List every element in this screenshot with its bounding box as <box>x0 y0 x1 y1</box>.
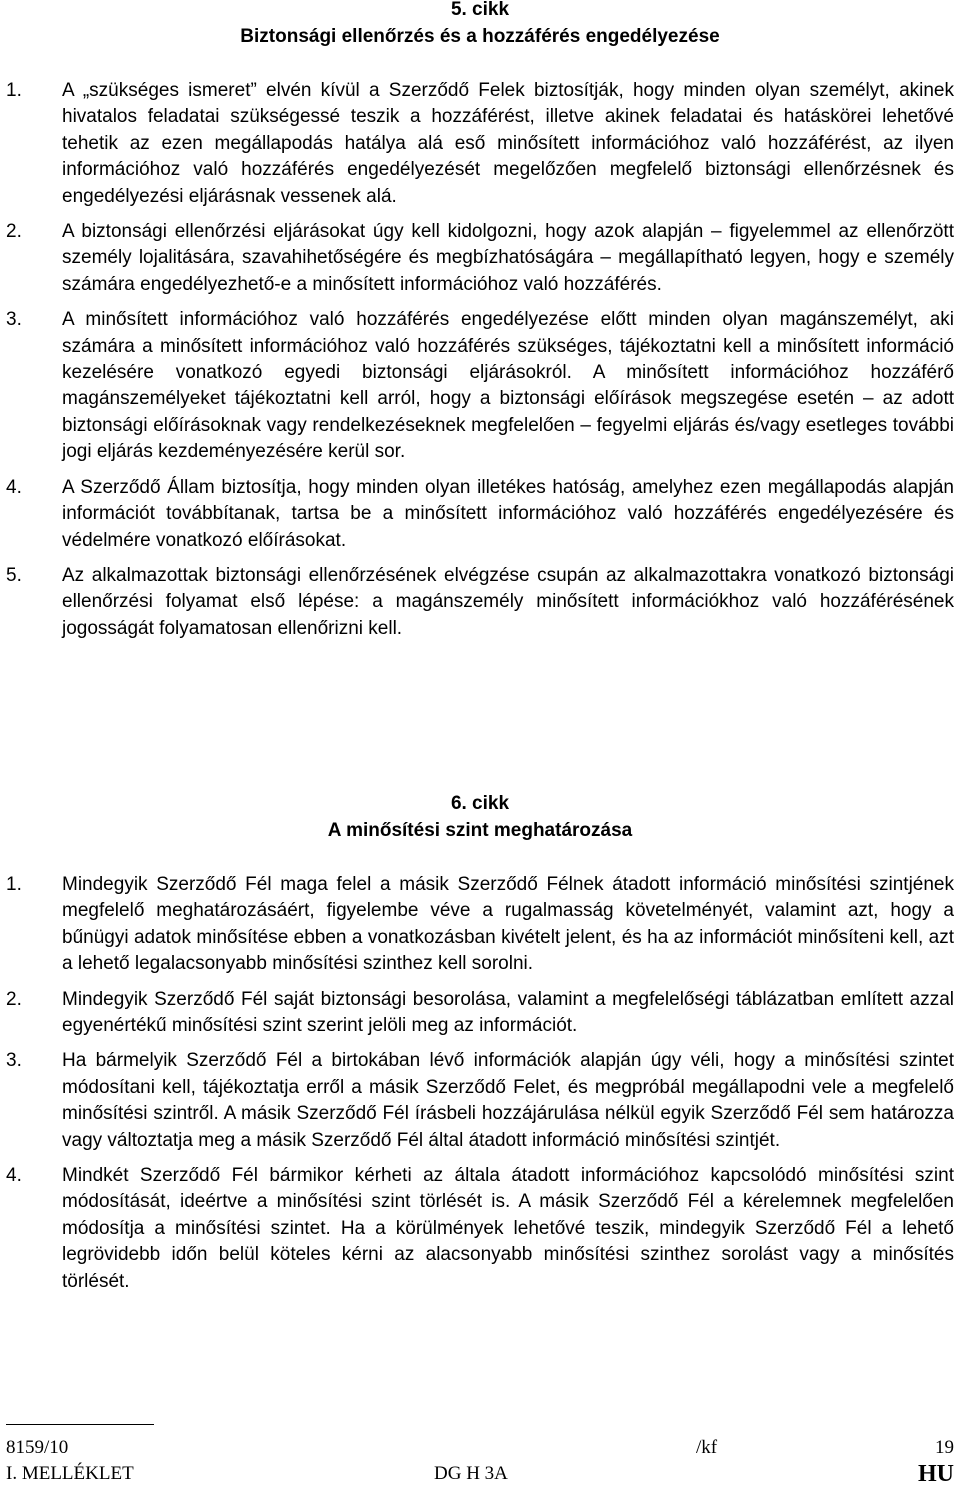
paragraph-text: Mindegyik Szerződő Fél saját biztonsági besorolása, valamint a megfelelőségi táblázatban említett azzal egyenértékű minősítési szint szerint jelöli meg az információt. <box>62 988 954 1037</box>
paragraph-number: 4. <box>6 476 22 498</box>
article-5-paragraph-2 <box>6 219 954 298</box>
article-5-paragraph-1 <box>6 78 954 210</box>
article-5-body <box>6 78 954 642</box>
paragraph-number: 2. <box>6 221 22 243</box>
paragraph-text: A Szerződő Állam biztosítja, hogy minden olyan illetékes hatóság, amelyhez ezen megállapodás alapján információt továbbítanak, tartsa be a minősített információhoz való hozzáférés engedélyezésére és védelmére vonatkozó előírásokat. <box>62 476 954 551</box>
paragraph-text: Ha bármelyik Szerződő Fél a birtokában lévő információk alapján úgy véli, hogy a minősítési szintet módosítani kell, tájékoztatja erről a másik Szerződő Felet, és megpróbál megállapodni vele a megfelelő minősítési szintről. A másik Szerződő Fél írásbeli hozzájárulása nélkül egyik Szerződő Fél sem határozza vagy változtatja meg a másik Szerződő Fél által átadott információ minősítési szintjét. <box>62 1050 954 1151</box>
paragraph-text: Az alkalmazottak biztonsági ellenőrzésének elvégzése csupán az alkalmazottakra vonatkozó biztonsági ellenőrzési folyamat első lépése: a magánszemély minősített információkhoz való hozzáférésének jogosságát folyamatosan ellenőrizni kell. <box>62 564 954 639</box>
footer-divider <box>6 1424 154 1425</box>
article-5-paragraph-4 <box>6 475 954 554</box>
paragraph-text: Mindkét Szerződő Fél bármikor kérheti az általa átadott információhoz kapcsolódó minősítési szint módosítását, ideértve a minősítési szint törlését is. A másik Szerződő Fél a kérelemnek megfelelően módosítja a minősítési szintet. Ha a körülmények lehetővé teszik, mindegyik Szerződő Fél a lehető legrövidebb időn belül köteles kérni az alacsonyabb minősítési szinthez sorolást vagy a minősítés törlését. <box>62 1165 954 1292</box>
article-5-number: 5. cikk <box>450 0 510 20</box>
paragraph-number: 1. <box>6 80 22 101</box>
article-5-title: Biztonsági ellenőrzés és a hozzáférés engedélyezése <box>240 26 720 47</box>
article-5-paragraph-3 <box>6 307 954 465</box>
paragraph-text: A biztonsági ellenőrzési eljárásokat úgy kell kidolgozni, hogy azok alapján – figyelemmel az ellenőrzött személy lojalitására, szavahihetőségére és megbízhatóságára – megállapítható legyen, hogy e személy számára engedélyezhető-e a minősített információhoz való hozzáférés. <box>62 221 954 295</box>
paragraph-number: 3. <box>6 1050 22 1072</box>
directorate-label: DG H 3A <box>434 1463 508 1484</box>
paragraph-text: A „szükséges ismeret” elvén kívül a Szerződő Felek biztosítják, hogy minden olyan személyt, akinek hivatalos feladatai szükségessé teszik a hozzáférést, illetve akinek feladatai és hatáskörei lehetővé tehetik az ezen megállapodás hatálya alá eső minősített információhoz való hozzáférést, az ilyen információhoz való hozzáférés engedélyezését megelőzően megfelelő biztonsági ellenőrzésnek és engedélyezési eljárásnak vessenek alá. <box>62 80 954 207</box>
article-6-paragraph-4 <box>6 1163 954 1295</box>
paragraph-number: 1. <box>6 874 22 895</box>
paragraph-number: 4. <box>6 1165 22 1187</box>
paragraph-number: 2. <box>6 988 22 1010</box>
article-6-body <box>6 872 954 1295</box>
document-reference: 8159/10 <box>6 1437 69 1458</box>
article-5-paragraph-5 <box>6 563 954 642</box>
annex-label: I. MELLÉKLET <box>6 1463 134 1484</box>
language-code: HU <box>918 1461 954 1487</box>
article-6-paragraph-3 <box>6 1048 954 1154</box>
article-6-paragraph-1 <box>6 872 954 978</box>
paragraph-number: 3. <box>6 309 22 331</box>
author-initials: /kf <box>696 1437 718 1458</box>
article-6-number: 6. cikk <box>450 793 510 814</box>
paragraph-text: Mindegyik Szerződő Fél maga felel a másik Szerződő Félnek átadott információ minősítési szintjének megfelelő meghatározásáért, figyelembe véve a rugalmasság követelményét, valamint azt, hogy a bűnügyi adatok minősítése ebben a vonatkozásban kivételt jelent, és ha az információt minősíteni kell, azt a lehető legalacsonyabb minősítési szinthez kell sorolni. <box>62 874 954 975</box>
article-6-heading <box>0 790 960 844</box>
page-number: 19 <box>935 1437 954 1458</box>
article-5-heading <box>0 0 960 50</box>
paragraph-number: 5. <box>6 564 22 586</box>
article-6-title: A minősítési szint meghatározása <box>327 820 633 841</box>
paragraph-text: A minősített információhoz való hozzáférés engedélyezése előtt minden olyan magánszemélyt, aki számára a minősített információhoz való hozzáférés szükséges, tájékoztatni kell a minősített információ kezelésére vonatkozó egyedi biztonsági eljárásokról. A minősített információhoz hozzáférő magánszemélyeket tájékoztatni kell arról, hogy a biztonsági előírások megszegése esetén – az adott biztonsági előírásoknak vagy rendelkezéseknek megfelelően – fegyelmi eljárás és/vagy esetleges további jogi eljárás kezdeményezésére kerül sor. <box>62 309 954 463</box>
article-6-paragraph-2 <box>6 987 954 1040</box>
